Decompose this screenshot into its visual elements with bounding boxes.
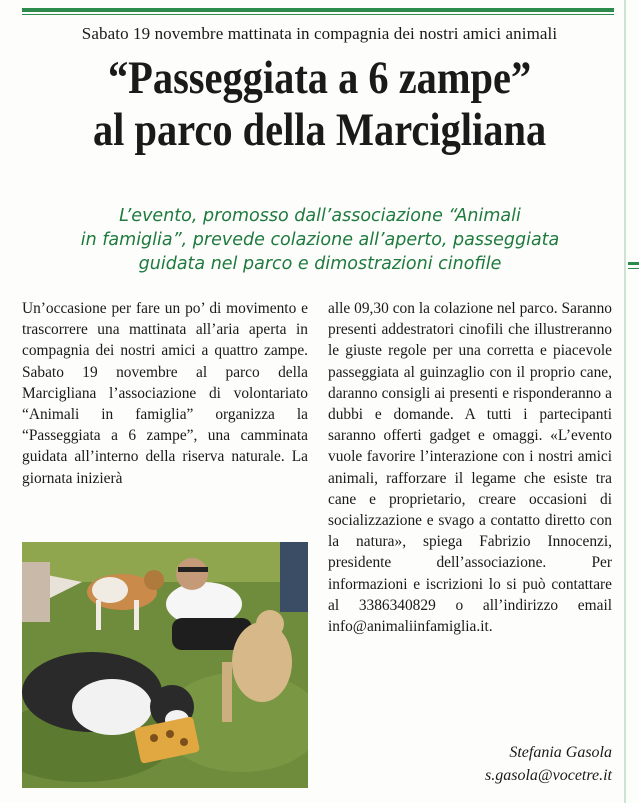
side-rule-mark-thin xyxy=(628,268,639,269)
standfirst xyxy=(20,204,620,276)
body-text-col1: Un’occasione per fare un po’ di movimento e trascorrere una mattinata all’aria aperta in compagnia dei nostri amici a quattro zampe. Sabato 19 novembre al parco della Marcigliana l’associazione di volontariato “Animali in famiglia” organizza la “Passeggiata a 6 zampe”, una camminata guidata all’interno della riserva naturale. La giornata inizierà xyxy=(22,300,308,487)
body-column-2 xyxy=(328,298,612,637)
headline xyxy=(45,52,595,156)
standfirst-line-2: in famiglia”, prevede colazione all’aperto, passeggiata xyxy=(80,230,560,250)
standfirst-line-1: L’evento, promosso dall’associazione “Animali xyxy=(119,206,521,226)
author-email: s.gasola@vocetre.it xyxy=(485,767,612,784)
event-photo xyxy=(22,542,308,788)
column-divider xyxy=(624,0,626,803)
top-rule xyxy=(22,8,614,12)
standfirst-line-3: guidata nel parco e dimostrazioni cinofile xyxy=(138,254,502,274)
top-rule-thin xyxy=(22,14,614,15)
body-column-1 xyxy=(22,298,308,489)
side-rule-mark xyxy=(628,262,639,265)
body-text-col2: alle 09,30 con la colazione nel parco. Saranno presenti addestratori cinofili che illustreranno le giuste regole per una corretta e piacevole passeggiata al guinzaglio con il proprio cane, daranno consigli ai presenti e risponderanno a dubbi e domande. A tutti i partecipanti saranno offerti gadget e omaggi. «L’evento vuole favorire l’interazione con i nostri amici animali, rafforzare il legame che esiste tra cane e proprietario, creare occasioni di socializzazione e svago a contatto diretto con la natura», spiega Fabrizio Innocenzi, presidente dell’associazione. Per informazioni e iscrizioni lo si può contattare al 3386340829 o all’indirizzo email info@animaliinfamiglia.it. xyxy=(328,300,612,636)
headline-line-2: al parco della Marcigliana xyxy=(92,104,547,156)
author-name: Stefania Gasola xyxy=(509,744,612,761)
kicker: Sabato 19 novembre mattinata in compagnia dei nostri amici animali xyxy=(81,24,558,43)
headline-line-1: “Passeggiata a 6 zampe” xyxy=(107,52,532,104)
dogs-training-photo xyxy=(22,542,308,788)
